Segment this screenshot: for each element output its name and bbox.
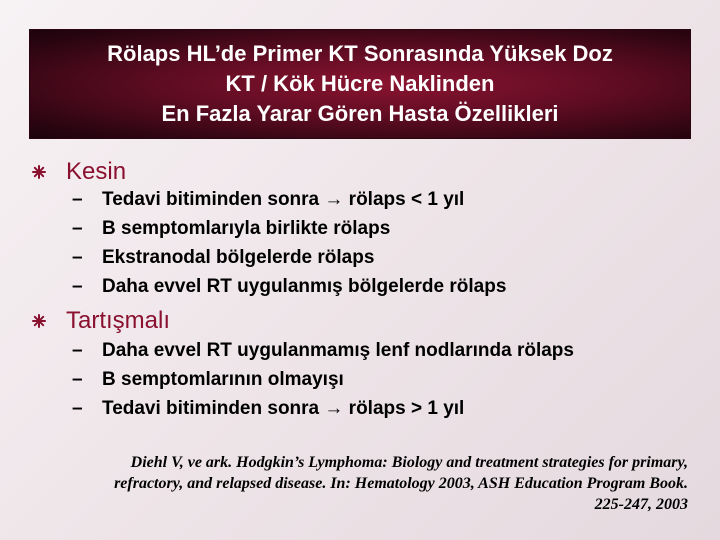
list-item — [72, 276, 506, 298]
section-heading-label: Kesin — [66, 158, 127, 185]
list-item — [72, 218, 390, 240]
section-tartismali-heading — [32, 306, 170, 336]
asterisk-flower-icon — [32, 165, 46, 179]
dash-marker: – — [72, 340, 83, 361]
list-item-text: Daha evvel RT uygulanmamış lenf nodlarında rölaps — [102, 340, 574, 361]
list-item — [72, 398, 464, 420]
list-item — [72, 247, 374, 269]
section-kesin-heading — [32, 157, 126, 187]
citation-line-1: Diehl V, ve ark. Hodgkin’s Lymphoma: Biology and treatment strategies for primary, — [130, 454, 688, 471]
dash-marker: – — [72, 247, 83, 268]
dash-marker: – — [72, 398, 83, 419]
list-item-text: B semptomlarıyla birlikte rölaps — [102, 218, 391, 239]
list-item — [72, 369, 344, 391]
citation-line-3: 225-247, 2003 — [594, 496, 688, 513]
list-item — [72, 189, 464, 211]
list-item — [72, 340, 574, 362]
section-heading-label: Tartışmalı — [66, 307, 171, 334]
slide-title-line-2: KT / Kök Hücre Naklinden — [225, 71, 495, 96]
list-item-text: B semptomlarının olmayışı — [102, 369, 344, 390]
dash-marker: – — [72, 218, 83, 239]
dash-marker: – — [72, 369, 83, 390]
title-banner — [30, 30, 690, 138]
slide-title-line-1: Rölaps HL’de Primer KT Sonrasında Yüksek Doz — [107, 41, 613, 66]
list-item-text: Tedavi bitiminden sonra → rölaps < 1 yıl — [102, 189, 465, 210]
list-item-text: Daha evvel RT uygulanmış bölgelerde rölaps — [102, 276, 507, 297]
citation-line-2: refractory, and relapsed disease. In: Hematology 2003, ASH Education Program Book. — [114, 475, 688, 492]
citation — [28, 452, 688, 515]
list-item-text: Tedavi bitiminden sonra → rölaps > 1 yıl — [102, 398, 465, 419]
dash-marker: – — [72, 189, 83, 210]
dash-marker: – — [72, 276, 83, 297]
list-item-text: Ekstranodal bölgelerde rölaps — [102, 247, 375, 268]
slide-title-line-3: En Fazla Yarar Gören Hasta Özellikleri — [161, 101, 559, 126]
asterisk-flower-icon — [32, 314, 46, 328]
